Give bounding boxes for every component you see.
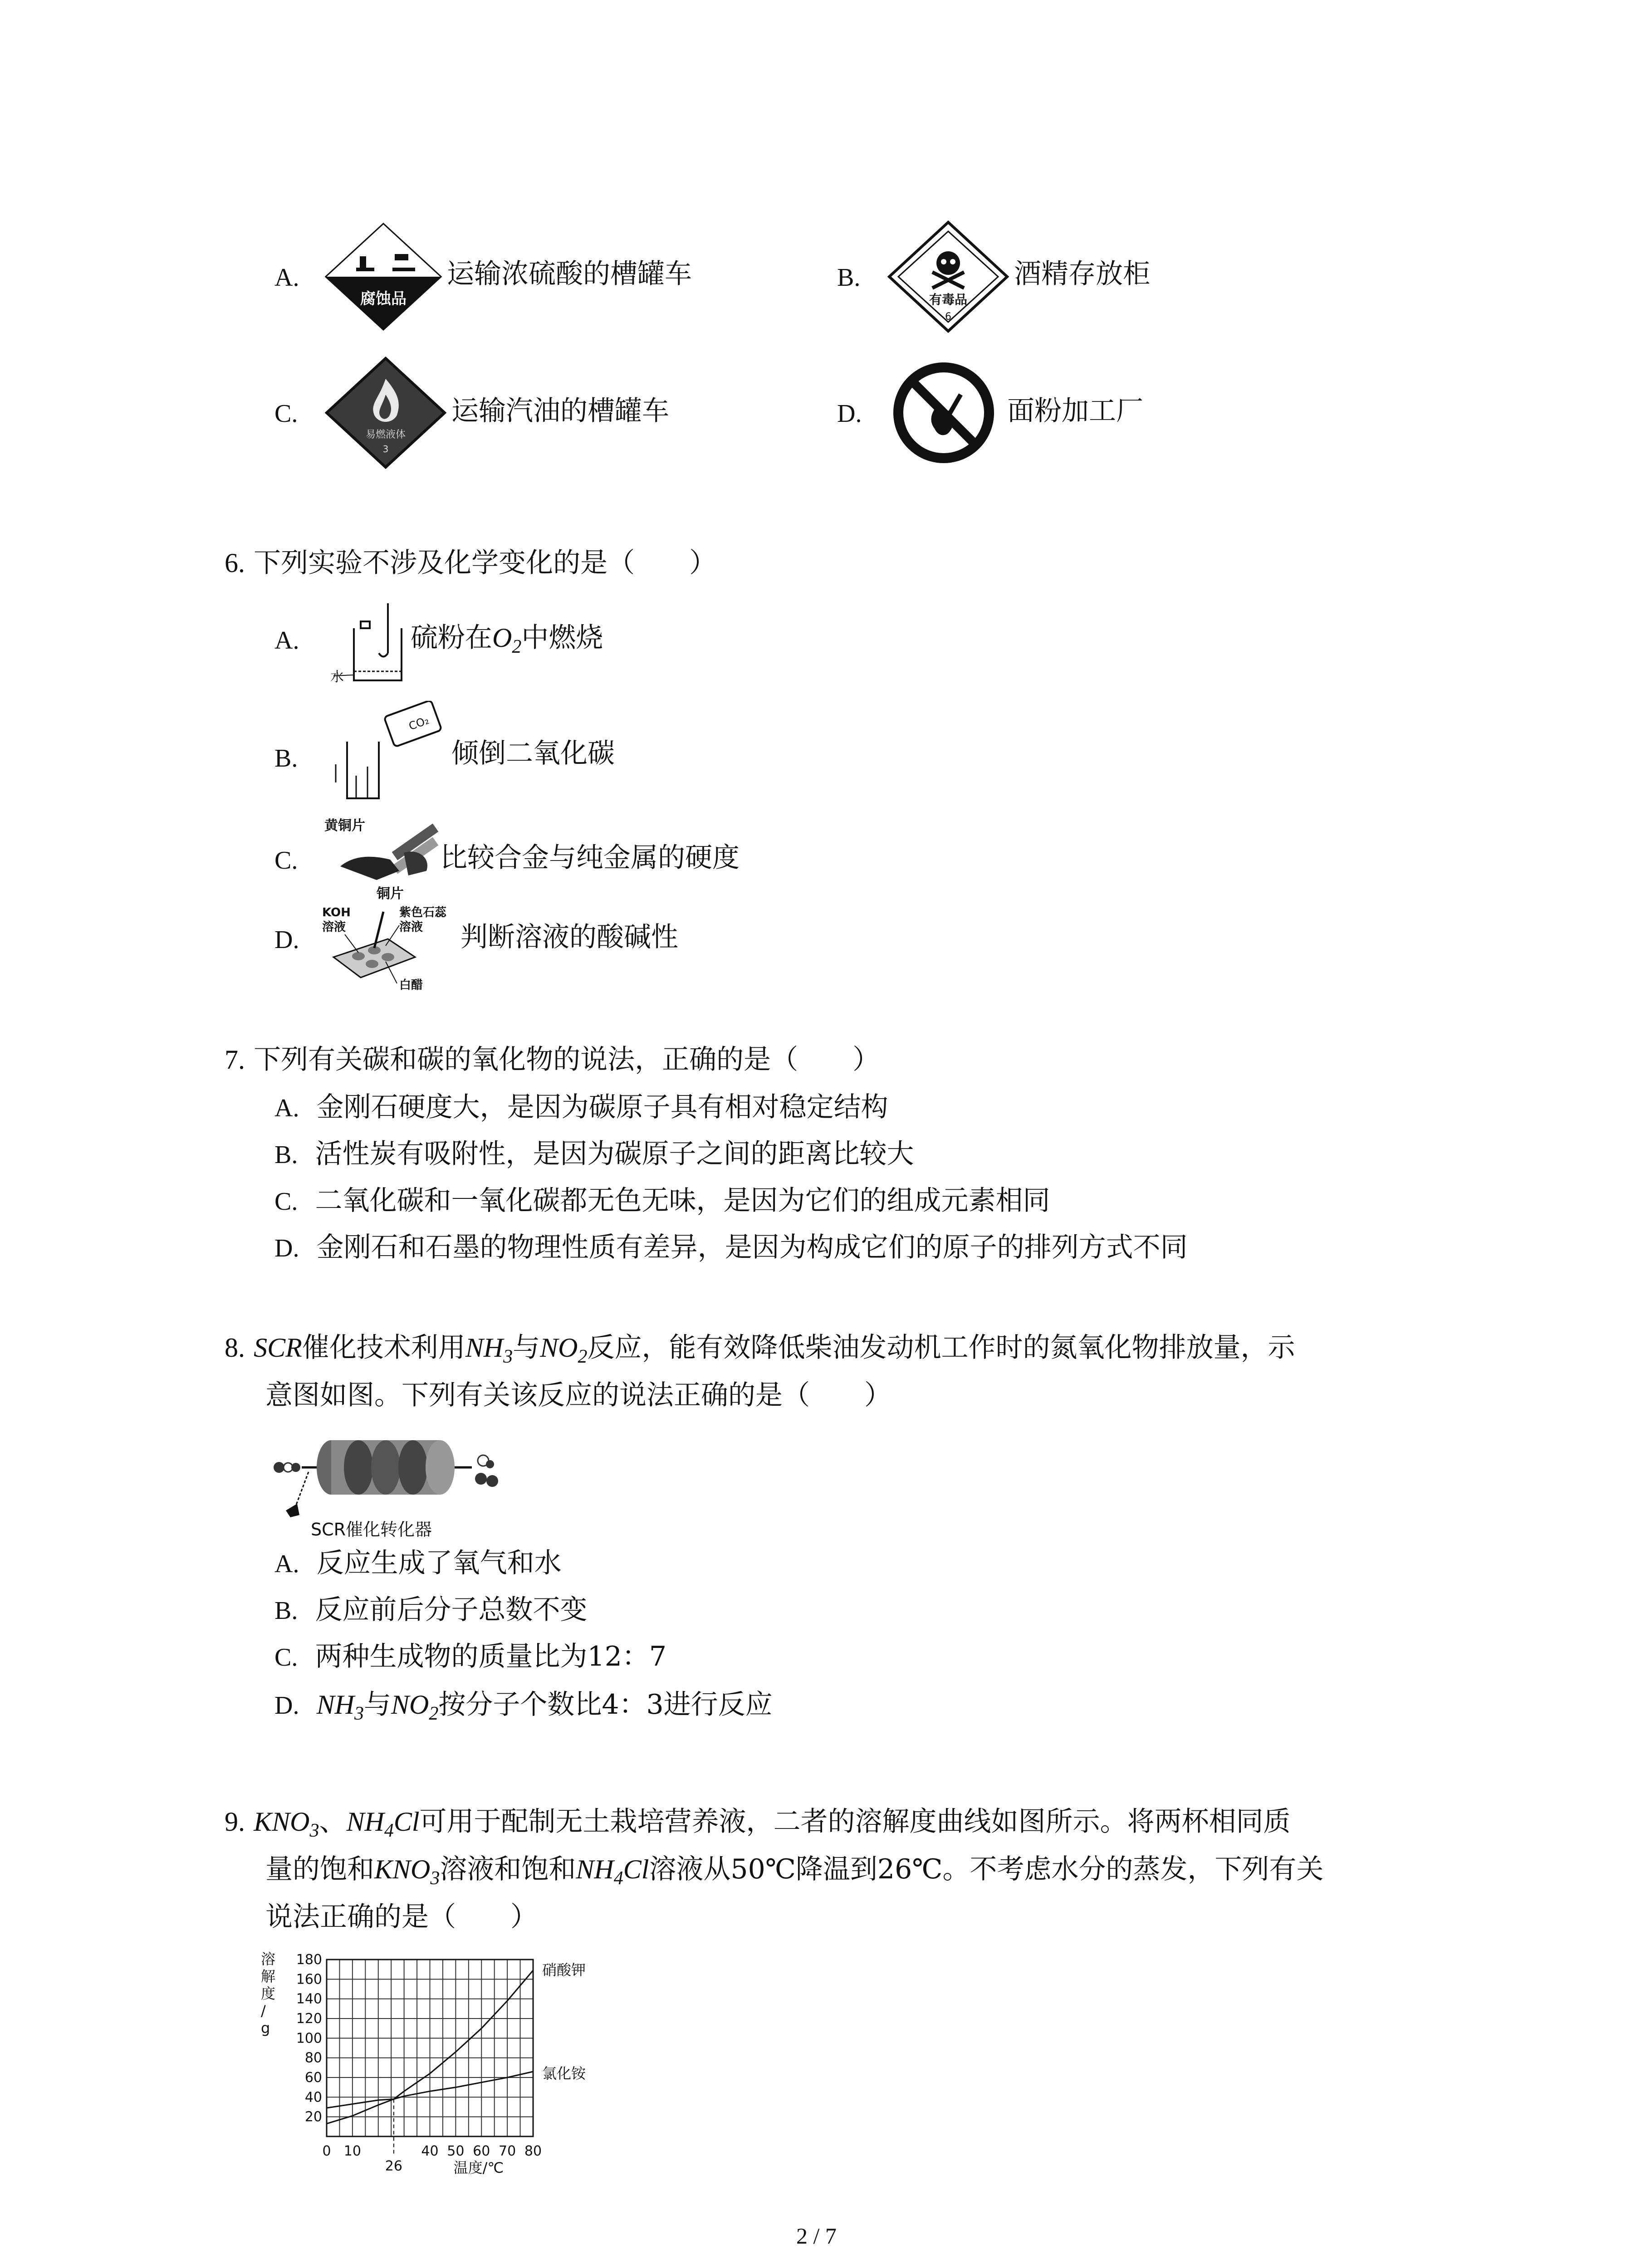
x-tick-label: 10 (343, 2143, 361, 2159)
option-letter: A. (274, 626, 299, 655)
question-8-stem-line2: 意图如图。下列有关该反应的说法正确的是（ ） (265, 1379, 892, 1411)
option-text: 二氧化碳和一氧化碳都无色无味，是因为它们的组成元素相同 (315, 1185, 1050, 1217)
koh-label: KOH (322, 906, 351, 919)
question-number: 9. (225, 1807, 245, 1837)
pour-co2-apparatus-icon (320, 701, 447, 805)
option-letter: D. (274, 926, 299, 954)
litmus-solution-label: 溶液 (399, 920, 423, 934)
q7-option-d[interactable] (274, 1231, 1188, 1264)
acid-base-test-icon (320, 903, 456, 993)
option-text: 金刚石和石墨的物理性质有差异，是因为构成它们的原子的排列方式不同 (316, 1232, 1188, 1263)
chart-ticks (296, 1952, 542, 2174)
option-letter: A. (274, 264, 299, 292)
option-letter: C. (274, 400, 298, 428)
option-letter: D. (274, 1691, 299, 1720)
option-text: 倾倒二氧化碳 (451, 738, 615, 769)
question-9-stem-line3: 说法正确的是（ ） (265, 1901, 538, 1933)
question-9-stem-line2: 量的饱和$KNO_3$溶液和饱和$NH_4Cl$溶液从50℃降温到26℃。不考虑水分的蒸发，下列有关 (265, 1853, 1324, 1889)
option-text: 判断溶液的酸碱性 (460, 921, 678, 953)
x-axis-label: 温度/℃ (453, 2159, 504, 2176)
q7-option-b[interactable] (274, 1138, 914, 1170)
x-tick-label: 60 (473, 2143, 490, 2159)
flammable-sign-icon (324, 356, 447, 469)
question-number: 6. (225, 548, 245, 578)
toxic-sign-number: 6 (945, 311, 951, 323)
brass-label: 黄铜片 (324, 818, 365, 834)
option-text: 比较合金与纯金属的硬度 (440, 842, 740, 874)
water-label: 水 (330, 669, 344, 685)
option-letter: B. (274, 1141, 298, 1169)
question-9-stem-line1: 9. $KNO_3$、$NH_4Cl$可用于配制无土栽培营养液，二者的溶解度曲线如图所示。将两杯相同质 (225, 1806, 1291, 1841)
option-text: $NH_3$与$NO_2$按分子个数比4：3进行反应 (316, 1689, 773, 1724)
option-letter: C. (274, 846, 298, 875)
q5-option-b[interactable] (833, 218, 1377, 331)
corrosive-sign-icon (324, 222, 442, 331)
question-8-stem-line1: 8. SCR催化技术利用$NH_3$与$NO_2$反应，能有效降低柴油发动机工作时的氮氧化物排放量，示 (225, 1332, 1295, 1367)
page-number: 2 / 7 (796, 2223, 837, 2248)
scr-converter-label: SCR催化转化器 (311, 1520, 432, 1540)
y-tick-label: 140 (296, 1991, 322, 2007)
q8-option-d[interactable] (274, 1688, 773, 1725)
x-tick-label: 50 (447, 2143, 465, 2159)
flammable-sign-number: 3 (382, 444, 389, 455)
q7-option-c[interactable] (274, 1184, 1050, 1217)
q6-option-d[interactable] (270, 903, 950, 993)
x-tick-label: 70 (499, 2143, 516, 2159)
option-text: 金刚石硬度大，是因为碳原子具有相对稳定结构 (316, 1091, 888, 1123)
option-text: 活性炭有吸附性，是因为碳原子之间的距离比较大 (315, 1138, 914, 1170)
koh-solution-label: 溶液 (322, 920, 346, 934)
toxic-sign-icon (887, 220, 1009, 333)
option-letter: B. (274, 744, 298, 772)
scr-converter-diagram (268, 1424, 549, 1542)
option-text: 运输汽油的槽罐车 (451, 395, 669, 427)
question-number: 8. (225, 1333, 245, 1363)
co2-label: CO₂ (407, 714, 431, 733)
toxic-sign-label: 有毒品 (929, 292, 968, 307)
x-tick-label: 80 (524, 2143, 542, 2159)
q5-option-c[interactable] (270, 354, 814, 467)
x-tick-label: 26 (385, 2158, 402, 2174)
option-letter: A. (274, 1550, 299, 1578)
option-text: 面粉加工厂 (1007, 395, 1143, 427)
no-fire-sign-icon (892, 361, 996, 465)
question-text: 下列实验不涉及化学变化的是（ ） (254, 547, 717, 579)
x-tick-label: 0 (322, 2143, 331, 2159)
y-tick-label: 100 (296, 2030, 322, 2047)
q7-option-a[interactable] (274, 1091, 888, 1124)
option-text: 两种生成物的质量比为12：7 (315, 1641, 667, 1672)
question-7-stem (225, 1043, 880, 1076)
corrosive-sign-label: 腐蚀品 (360, 290, 407, 308)
question-number: 7. (225, 1045, 245, 1075)
hardness-comparison-icon (322, 812, 454, 903)
copper-label: 铜片 (377, 886, 404, 902)
option-text: 运输浓硫酸的槽罐车 (447, 258, 692, 290)
option-letter: A. (274, 1094, 299, 1122)
q8-option-c[interactable] (274, 1640, 666, 1673)
y-tick-label: 60 (304, 2070, 322, 2086)
y-tick-label: 80 (304, 2050, 322, 2066)
sulfur-combustion-apparatus-icon (322, 603, 408, 694)
q6-option-a[interactable] (270, 603, 950, 699)
option-letter: C. (274, 1643, 298, 1672)
chart-grid (327, 1960, 533, 2136)
vinegar-label: 白醋 (399, 978, 423, 992)
litmus-label: 紫色石蕊 (399, 906, 447, 919)
y-tick-label: 20 (304, 2109, 322, 2125)
flammable-sign-label: 易燃液体 (365, 429, 406, 440)
solubility-chart (236, 1946, 644, 2182)
option-text: 反应生成了氧气和水 (316, 1547, 562, 1579)
series-label: 氯化铵 (542, 2065, 586, 2082)
series-label: 硝酸钾 (542, 1961, 586, 1979)
question-text: 下列有关碳和碳的氧化物的说法，正确的是（ ） (254, 1044, 880, 1075)
option-text: 硫粉在$O_2$中燃烧 (411, 622, 603, 657)
y-tick-label: 160 (296, 1971, 322, 1988)
option-letter: D. (837, 400, 862, 428)
option-text: 酒精存放柜 (1014, 258, 1150, 290)
option-letter: D. (274, 1234, 299, 1262)
y-tick-label: 180 (296, 1952, 322, 1968)
question-6-stem (225, 547, 716, 579)
q8-option-b[interactable] (274, 1593, 588, 1626)
y-tick-label: 120 (296, 2011, 322, 2027)
option-text: 反应前后分子总数不变 (315, 1594, 588, 1626)
q8-option-a[interactable] (274, 1547, 562, 1579)
x-tick-label: 40 (421, 2143, 439, 2159)
q5-option-a[interactable] (270, 218, 814, 331)
option-letter: C. (274, 1188, 298, 1216)
option-letter: B. (274, 1597, 298, 1625)
q6-option-b[interactable] (270, 701, 950, 805)
q6-option-c[interactable] (270, 812, 950, 903)
y-axis-label: 溶解度/ g (261, 1950, 276, 2037)
q5-option-d[interactable] (833, 354, 1377, 467)
option-letter: B. (837, 264, 861, 292)
y-tick-label: 40 (304, 2089, 322, 2106)
